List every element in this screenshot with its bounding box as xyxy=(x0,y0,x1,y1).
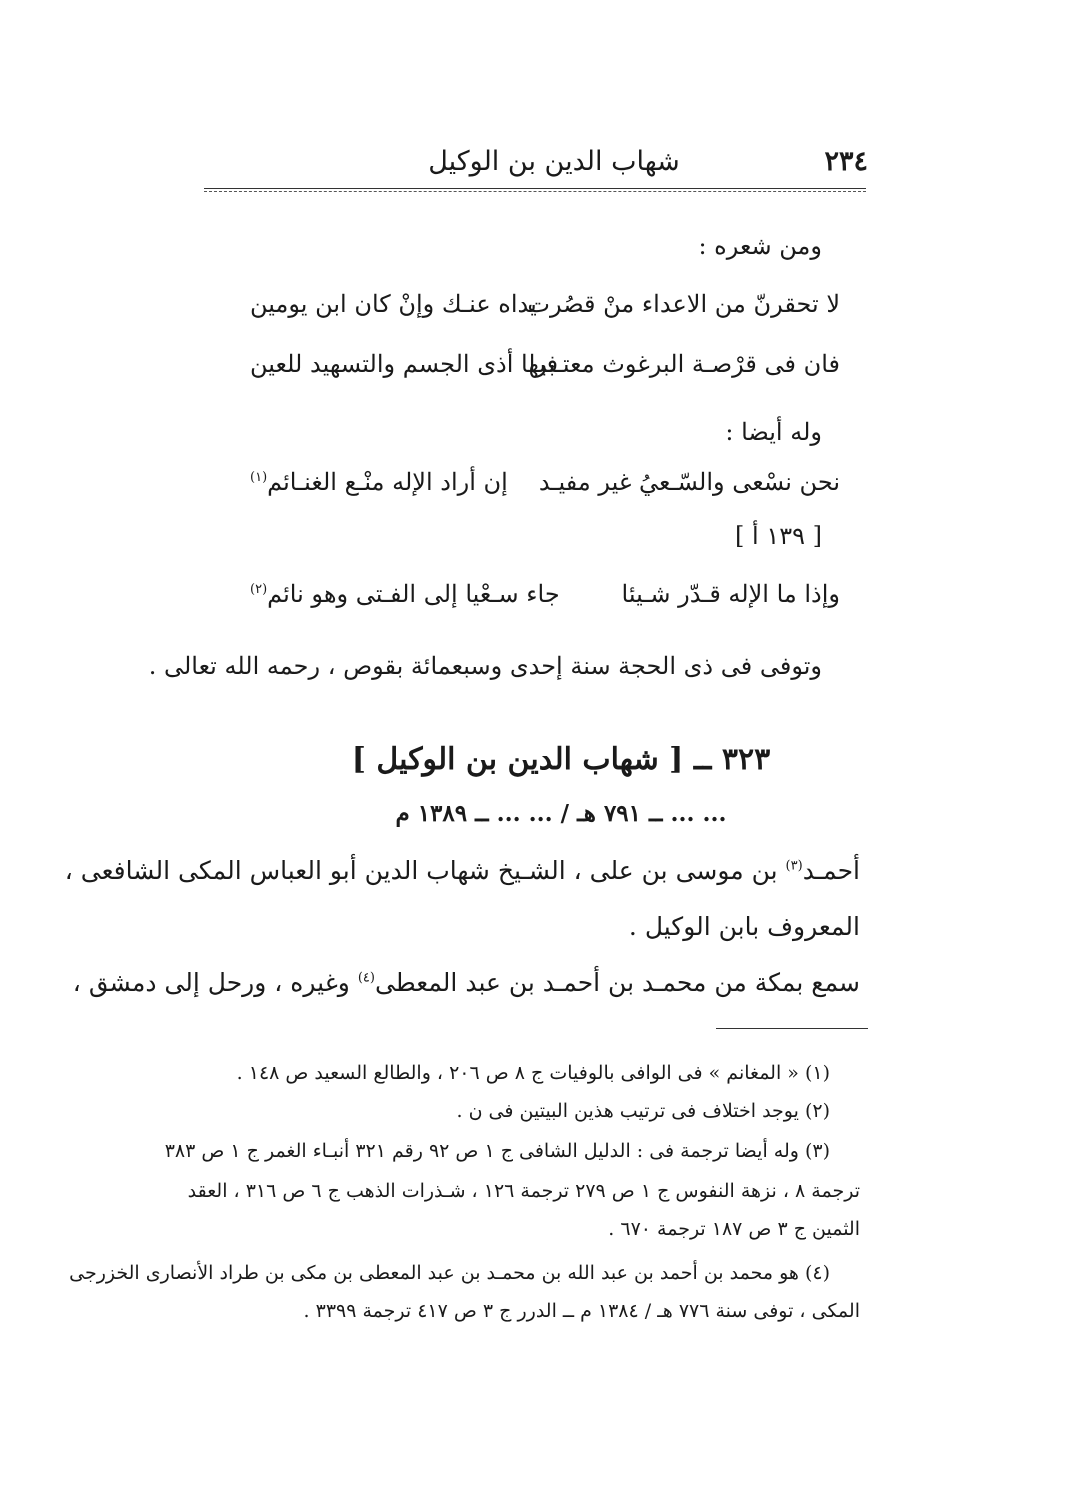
verse-3 xyxy=(240,468,840,512)
verse-1-second-hemistich: يداه عنـك وإنْ كان ابن يومين xyxy=(250,290,537,318)
body-line-3-start: سمع بمكة من محمـد بن أحمـد بن عبد المعطى xyxy=(374,968,860,997)
body-line-1-rest: بن موسى بن على ، الشـيخ شهاب الدين أبو العباس المكى الشافعى ، xyxy=(64,856,786,885)
header-rule-dashed xyxy=(204,191,866,192)
verse-1 xyxy=(240,290,840,334)
body-line-3 xyxy=(73,968,860,997)
verse-2-second-hemistich: فيها أذى الجسم والتسهيد للعين xyxy=(250,350,559,378)
footnote-2: (٢) يوجد اختلاف فى ترتيب هذين البيتين فى ن . xyxy=(456,1100,830,1122)
entry-title: ٣٢٣ ــ [ شهاب الدين بن الوكيل ] xyxy=(351,742,771,777)
verse-3-second-hemistich xyxy=(250,468,508,496)
body-line-1 xyxy=(65,856,860,885)
running-title: شهاب الدين بن الوكيل xyxy=(428,146,680,177)
poem-intro: ومن شعره : xyxy=(698,232,822,260)
entry-dates: ... ... ــ ٧٩١ هـ / ... ... ــ ١٣٨٩ م xyxy=(395,800,727,827)
footnote-ref-3: (٣) xyxy=(785,858,803,874)
verse-3-first-hemistich: نحن نسْعى والسّـعيُ غير مفيـد xyxy=(538,468,840,496)
body-line-2: المعروف بابن الوكيل . xyxy=(628,912,860,941)
verse-2 xyxy=(240,350,840,394)
footnote-4-line-1: (٤) هو محمد بن أحمد بن عبد الله بن محمـد بن عبد المعطى بن مكى بن طراد الأنصارى الخزرجى xyxy=(69,1262,830,1284)
verse-2-first-hemistich: فان فى قرْصـة البرغوث معتـبرا xyxy=(528,350,840,378)
body-line-3-rest: وغيره ، ورحل إلى دمشق ، xyxy=(72,968,358,997)
body-line-1-name: أحمـد xyxy=(802,856,860,885)
footnote-ref-1: (١) xyxy=(250,470,268,485)
verse-4-second-hemistich xyxy=(250,580,560,608)
footnote-3-line-1: (٣) وله أيضا ترجمة فى : الدليل الشافى ج ١ ص ٩٢ رقم ٣٢١ أنبـاء الغمر ج ١ ص ٣٨٣ xyxy=(164,1140,830,1162)
page-header xyxy=(200,140,868,184)
verse-4-second-hemistich-text: جاء سـعْيا إلى الفـتى وهو نائم xyxy=(267,580,560,608)
verse-4 xyxy=(240,580,840,624)
footnote-3-line-2: ترجمة ٨ ، نزهة النفوس ج ١ ص ٢٧٩ ترجمة ١٢٦ ، شـذرات الذهب ج ٦ ص ٣١٦ ، العقد xyxy=(187,1180,860,1202)
manuscript-folio-marker: [ ١٣٩ أ ] xyxy=(735,522,822,550)
page-number: ٢٣٤ xyxy=(824,146,868,177)
verse-4-first-hemistich: وإذا ما الإله قـدّر شـيئا xyxy=(621,580,840,608)
header-rule xyxy=(204,188,866,189)
poem2-intro: وله أيضا : xyxy=(725,418,822,446)
footnote-ref-4: (٤) xyxy=(357,970,375,986)
footnote-ref-2: (٢) xyxy=(250,582,268,597)
death-note: وتوفى فى ذى الحجة سنة إحدى وسبعمائة بقوص ، رحمه الله تعالى . xyxy=(148,652,822,680)
verse-3-second-hemistich-text: إن أراد الإله منْـع الغنـائم xyxy=(267,468,508,496)
footnote-4-line-2: المكى ، توفى سنة ٧٧٦ هـ / ١٣٨٤ م ــ الدرر ج ٣ ص ٤١٧ ترجمة ٣٣٩٩ . xyxy=(303,1300,860,1322)
verse-1-first-hemistich: لا تحقرنّ من الاعداء منْ قصُرت xyxy=(527,290,840,318)
footnote-rule xyxy=(716,1028,868,1029)
footnote-1: (١) « المغانم » فى الوافى بالوفيات ج ٨ ص ٢٠٦ ، والطالع السعيد ص ١٤٨ . xyxy=(236,1062,830,1084)
footnote-3-line-3: الثمين ج ٣ ص ١٨٧ ترجمة ٦٧٠ . xyxy=(608,1218,860,1240)
